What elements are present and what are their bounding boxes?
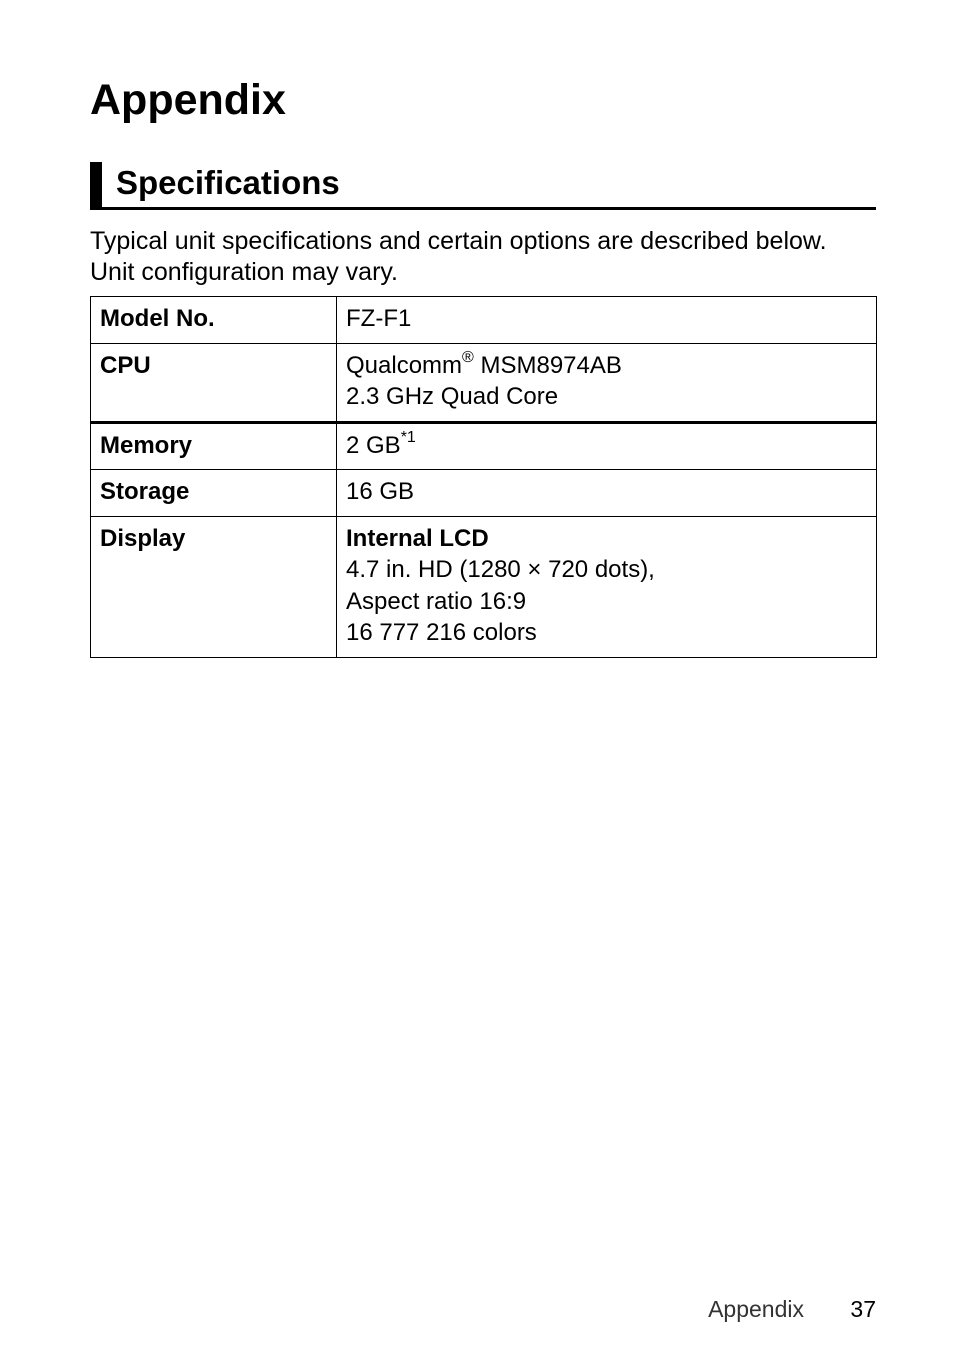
cpu-brand: Qualcomm xyxy=(346,351,463,379)
cpu-model-line xyxy=(346,350,867,382)
spec-value-storage: 16 GB xyxy=(337,470,877,517)
registered-mark: ® xyxy=(462,348,474,366)
spec-row-model xyxy=(91,297,877,344)
memory-value: 2 GB xyxy=(346,431,401,459)
spec-table xyxy=(90,296,877,658)
page-title: Appendix xyxy=(90,76,286,124)
display-colors: 16 777 216 colors xyxy=(346,619,537,646)
section-heading-bar xyxy=(90,162,102,210)
spec-row-memory xyxy=(91,422,877,470)
spec-label-display: Display xyxy=(91,516,337,657)
display-aspect-ratio: Aspect ratio 16:9 xyxy=(346,587,527,615)
cpu-model: MSM8974AB xyxy=(473,351,622,379)
display-resolution: 4.7 in. HD (1280 × 720 dots), xyxy=(346,556,655,583)
spec-value-model: FZ-F1 xyxy=(337,297,877,344)
footer-section-name: Appendix xyxy=(708,1296,805,1322)
spec-label-cpu: CPU xyxy=(91,343,337,422)
spec-label-model: Model No. xyxy=(91,297,337,344)
footnote-ref: *1 xyxy=(400,428,416,446)
spec-value-display xyxy=(337,516,877,657)
spec-label-storage: Storage xyxy=(91,470,337,517)
intro-line: Unit configuration may vary. xyxy=(90,258,398,286)
spec-value-memory xyxy=(337,422,877,470)
display-heading: Internal LCD xyxy=(346,524,489,552)
section-heading xyxy=(90,162,876,210)
spec-row-storage xyxy=(91,470,877,517)
spec-value-cpu xyxy=(337,343,877,422)
page-number: 37 xyxy=(850,1296,876,1322)
intro-paragraph xyxy=(90,226,890,288)
intro-line: Typical unit specifications and certain options are described below. xyxy=(90,227,827,255)
section-title: Specifications xyxy=(116,164,340,201)
spec-row-display xyxy=(91,516,877,657)
page-footer xyxy=(708,1294,876,1324)
spec-label-memory: Memory xyxy=(91,422,337,470)
cpu-detail: 2.3 GHz Quad Core xyxy=(346,383,559,410)
spec-row-cpu xyxy=(91,343,877,422)
